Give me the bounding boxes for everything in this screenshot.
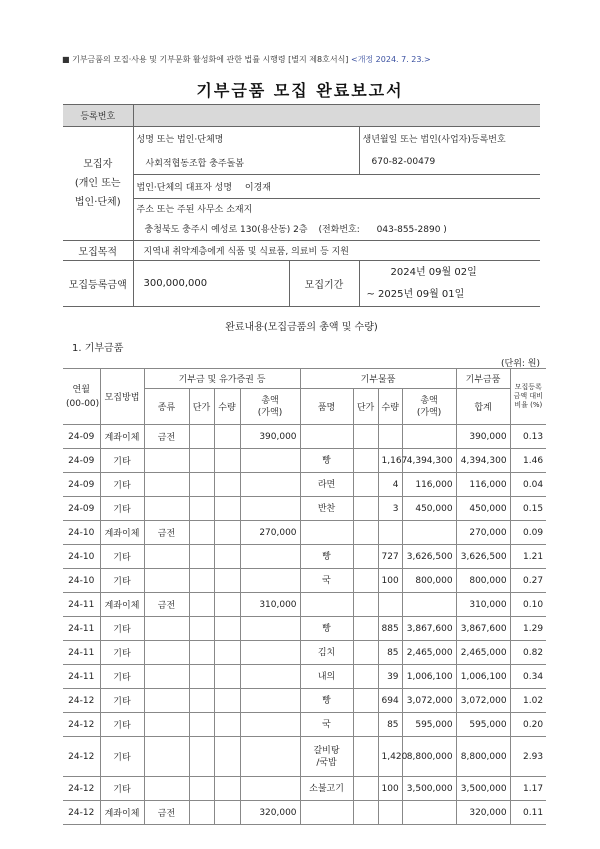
row-kind: 금전 <box>144 593 189 617</box>
row-cash-total <box>240 497 300 521</box>
row-sum: 3,867,600 <box>456 617 510 641</box>
row-sum: 310,000 <box>456 593 510 617</box>
row-goods-qty <box>378 801 402 825</box>
row-goods-qty: 694 <box>378 689 402 713</box>
row-qty <box>214 569 240 593</box>
row-goods-qty: 39 <box>378 665 402 689</box>
header-sum: 합계 <box>456 389 510 425</box>
row-goods-qty: 4 <box>378 473 402 497</box>
row-qty <box>214 665 240 689</box>
row-month: 24-09 <box>63 449 100 473</box>
row-goods-total <box>402 801 456 825</box>
collector-info-table <box>63 104 540 307</box>
header-month: 연월 (00-00) <box>63 369 100 425</box>
row-ratio: 0.13 <box>510 425 546 449</box>
row-qty <box>214 497 240 521</box>
row-item: 빵 <box>300 617 353 641</box>
row-unit-price <box>189 425 214 449</box>
row-item: 갈비탕 /국밥 <box>300 737 353 777</box>
name-label: 성명 또는 법인·단체명 <box>133 127 359 151</box>
row-goods-unit-price <box>353 569 378 593</box>
row-goods-qty: 727 <box>378 545 402 569</box>
row-sum: 116,000 <box>456 473 510 497</box>
row-kind: 금전 <box>144 801 189 825</box>
row-goods-unit-price <box>353 545 378 569</box>
table-row <box>63 473 546 497</box>
row-qty <box>214 593 240 617</box>
table-row <box>63 425 546 449</box>
row-unit-price <box>189 521 214 545</box>
row-goods-qty <box>378 593 402 617</box>
row-month: 24-10 <box>63 569 100 593</box>
row-cash-total <box>240 617 300 641</box>
row-ratio: 0.34 <box>510 665 546 689</box>
registered-amount-label: 모집등록금액 <box>63 261 133 307</box>
row-item <box>300 425 353 449</box>
row-goods-total: 3,500,000 <box>402 777 456 801</box>
row-goods-qty <box>378 425 402 449</box>
row-item: 국 <box>300 713 353 737</box>
revision-note: <개정 2024. 7. 23.> <box>350 55 431 64</box>
row-cash-total <box>240 569 300 593</box>
header-goods-total: 총액 (가액) <box>402 389 456 425</box>
row-goods-qty: 100 <box>378 777 402 801</box>
row-goods-unit-price <box>353 641 378 665</box>
table-row <box>63 801 546 825</box>
row-goods-total <box>402 521 456 545</box>
period-value <box>359 261 540 307</box>
period-label: 모집기간 <box>289 261 359 307</box>
representative-label: 법인·단체의 대표자 성명 <box>136 183 233 193</box>
address-value: 충청북도 충주시 예성로 130(용산동) 2층 <box>144 224 308 235</box>
table-row <box>63 545 546 569</box>
row-month: 24-11 <box>63 617 100 641</box>
row-ratio: 0.09 <box>510 521 546 545</box>
row-unit-price <box>189 689 214 713</box>
row-month: 24-12 <box>63 777 100 801</box>
row-goods-unit-price <box>353 617 378 641</box>
row-qty <box>214 737 240 777</box>
row-goods-unit-price <box>353 713 378 737</box>
row-qty <box>214 473 240 497</box>
row-goods-qty: 100 <box>378 569 402 593</box>
row-goods-total: 3,626,500 <box>402 545 456 569</box>
table-row <box>63 713 546 737</box>
row-unit-price <box>189 777 214 801</box>
row-goods-total: 116,000 <box>402 473 456 497</box>
legal-reference <box>62 54 431 65</box>
header-goods-qty: 수량 <box>378 389 402 425</box>
header-ratio: 모집등록금액 대비 비율 (%) <box>510 369 546 425</box>
row-ratio: 0.82 <box>510 641 546 665</box>
row-unit-price <box>189 713 214 737</box>
row-goods-unit-price <box>353 497 378 521</box>
header-cash-group: 기부금 및 유가증권 등 <box>144 369 300 389</box>
row-kind <box>144 473 189 497</box>
birth-or-reg-value: 670-82-00479 <box>359 151 540 175</box>
row-goods-unit-price <box>353 689 378 713</box>
row-kind: 금전 <box>144 425 189 449</box>
row-goods-total: 3,072,000 <box>402 689 456 713</box>
phone-label: (전화번호: <box>318 224 360 235</box>
row-goods-qty: 85 <box>378 713 402 737</box>
row-cash-total <box>240 449 300 473</box>
row-ratio: 0.15 <box>510 497 546 521</box>
row-goods-total: 450,000 <box>402 497 456 521</box>
row-unit-price <box>189 641 214 665</box>
row-cash-total: 270,000 <box>240 521 300 545</box>
row-qty <box>214 425 240 449</box>
representative-value: 이경재 <box>244 183 271 193</box>
unit-label: (단위: 원) <box>501 359 540 369</box>
row-method: 계좌이체 <box>100 425 144 449</box>
row-cash-total <box>240 641 300 665</box>
row-cash-total: 310,000 <box>240 593 300 617</box>
row-method: 기타 <box>100 665 144 689</box>
row-item: 반찬 <box>300 497 353 521</box>
row-method: 기타 <box>100 713 144 737</box>
row-sum: 390,000 <box>456 425 510 449</box>
phone-value: 043-855-2890 ) <box>376 224 447 235</box>
row-item: 소불고기 <box>300 777 353 801</box>
row-goods-unit-price <box>353 425 378 449</box>
row-item: 빵 <box>300 545 353 569</box>
registration-number-value <box>133 105 540 127</box>
row-method: 계좌이체 <box>100 593 144 617</box>
row-qty <box>214 545 240 569</box>
collector-label: 모집자 (개인 또는 법인·단체) <box>63 127 133 241</box>
row-qty <box>214 801 240 825</box>
row-month: 24-12 <box>63 737 100 777</box>
row-ratio: 0.27 <box>510 569 546 593</box>
row-ratio: 0.10 <box>510 593 546 617</box>
page-title: 기부금품 모집 완료보고서 <box>196 81 404 100</box>
row-cash-total: 390,000 <box>240 425 300 449</box>
row-unit-price <box>189 449 214 473</box>
row-kind <box>144 713 189 737</box>
row-month: 24-12 <box>63 689 100 713</box>
row-kind <box>144 617 189 641</box>
header-item: 품명 <box>300 389 353 425</box>
header-goods-group: 기부물품 <box>300 369 456 389</box>
registration-number-label: 등록번호 <box>63 105 133 127</box>
row-method: 기타 <box>100 737 144 777</box>
header-method: 모집방법 <box>100 369 144 425</box>
row-ratio: 0.04 <box>510 473 546 497</box>
representative-row <box>133 175 540 199</box>
purpose-label: 모집목적 <box>63 241 133 261</box>
row-goods-unit-price <box>353 521 378 545</box>
row-method: 기타 <box>100 545 144 569</box>
row-unit-price <box>189 545 214 569</box>
legal-note: ■ 기부금품의 모집·사용 및 기부문화 활성화에 관한 법률 시행령 [별지 제8호서식] <box>62 55 349 64</box>
row-item: 국 <box>300 569 353 593</box>
row-sum: 800,000 <box>456 569 510 593</box>
row-month: 24-12 <box>63 801 100 825</box>
donation-table <box>63 368 546 825</box>
row-method: 기타 <box>100 473 144 497</box>
table-row <box>63 777 546 801</box>
row-kind <box>144 449 189 473</box>
row-goods-total: 2,465,000 <box>402 641 456 665</box>
row-cash-total <box>240 689 300 713</box>
row-method: 기타 <box>100 777 144 801</box>
row-method: 계좌이체 <box>100 521 144 545</box>
registered-amount-value: 300,000,000 <box>133 261 289 307</box>
row-ratio: 0.20 <box>510 713 546 737</box>
row-unit-price <box>189 801 214 825</box>
row-qty <box>214 689 240 713</box>
row-unit-price <box>189 569 214 593</box>
table-row <box>63 497 546 521</box>
row-kind <box>144 737 189 777</box>
row-kind <box>144 569 189 593</box>
row-goods-unit-price <box>353 801 378 825</box>
row-goods-qty: 1,420 <box>378 737 402 777</box>
row-sum: 270,000 <box>456 521 510 545</box>
birth-or-reg-label: 생년월일 또는 법인(사업자)등록번호 <box>359 127 540 151</box>
row-kind <box>144 665 189 689</box>
row-method: 계좌이체 <box>100 801 144 825</box>
row-goods-total: 8,800,000 <box>402 737 456 777</box>
row-qty <box>214 449 240 473</box>
row-goods-total: 1,006,100 <box>402 665 456 689</box>
row-goods-unit-price <box>353 777 378 801</box>
row-goods-unit-price <box>353 473 378 497</box>
row-unit-price <box>189 665 214 689</box>
table-row <box>63 737 546 777</box>
table-row <box>63 665 546 689</box>
row-unit-price <box>189 617 214 641</box>
row-item <box>300 593 353 617</box>
completion-heading: 완료내용(모집금품의 총액 및 수량) <box>225 322 378 333</box>
table-row <box>63 689 546 713</box>
row-sum: 2,465,000 <box>456 641 510 665</box>
row-month: 24-12 <box>63 713 100 737</box>
purpose-value: 지역내 취약계층에게 식품 및 식료품, 의료비 등 지원 <box>133 241 540 261</box>
row-month: 24-10 <box>63 521 100 545</box>
row-cash-total <box>240 545 300 569</box>
row-kind <box>144 497 189 521</box>
row-ratio: 2.93 <box>510 737 546 777</box>
row-goods-total <box>402 593 456 617</box>
section-title: 1. 기부금품 <box>72 343 124 354</box>
row-month: 24-11 <box>63 593 100 617</box>
period-end: ~ 2025년 09월 01일 <box>366 288 465 300</box>
row-ratio: 1.29 <box>510 617 546 641</box>
row-sum: 4,394,300 <box>456 449 510 473</box>
header-donation-group: 기부금품 <box>456 369 510 389</box>
row-cash-total <box>240 737 300 777</box>
table-row <box>63 521 546 545</box>
row-qty <box>214 713 240 737</box>
row-goods-unit-price <box>353 449 378 473</box>
row-qty <box>214 641 240 665</box>
address-row <box>133 199 540 241</box>
table-row <box>63 641 546 665</box>
row-unit-price <box>189 497 214 521</box>
table-row <box>63 449 546 473</box>
table-row <box>63 569 546 593</box>
row-kind <box>144 641 189 665</box>
row-goods-qty <box>378 521 402 545</box>
row-month: 24-10 <box>63 545 100 569</box>
row-method: 기타 <box>100 449 144 473</box>
row-cash-total <box>240 777 300 801</box>
row-sum: 450,000 <box>456 497 510 521</box>
row-goods-unit-price <box>353 593 378 617</box>
row-month: 24-09 <box>63 425 100 449</box>
row-item <box>300 521 353 545</box>
row-sum: 3,072,000 <box>456 689 510 713</box>
row-kind <box>144 777 189 801</box>
row-goods-qty: 885 <box>378 617 402 641</box>
row-kind <box>144 689 189 713</box>
row-cash-total <box>240 665 300 689</box>
row-item: 빵 <box>300 449 353 473</box>
row-ratio: 1.46 <box>510 449 546 473</box>
row-goods-qty: 3 <box>378 497 402 521</box>
row-ratio: 1.17 <box>510 777 546 801</box>
row-sum: 595,000 <box>456 713 510 737</box>
row-item: 내의 <box>300 665 353 689</box>
row-ratio: 1.21 <box>510 545 546 569</box>
row-cash-total <box>240 473 300 497</box>
row-goods-total: 800,000 <box>402 569 456 593</box>
row-goods-qty: 85 <box>378 641 402 665</box>
row-unit-price <box>189 473 214 497</box>
row-month: 24-09 <box>63 473 100 497</box>
donation-rows <box>63 425 546 825</box>
row-sum: 320,000 <box>456 801 510 825</box>
row-unit-price <box>189 593 214 617</box>
row-qty <box>214 521 240 545</box>
row-goods-unit-price <box>353 665 378 689</box>
row-qty <box>214 617 240 641</box>
row-month: 24-11 <box>63 641 100 665</box>
header-kind: 종류 <box>144 389 189 425</box>
header-unit-price: 단가 <box>189 389 214 425</box>
row-sum: 8,800,000 <box>456 737 510 777</box>
name-value: 사회적협동조합 충주돌봄 <box>133 151 359 175</box>
row-item <box>300 801 353 825</box>
row-kind: 금전 <box>144 521 189 545</box>
row-sum: 3,500,000 <box>456 777 510 801</box>
row-goods-total: 4,394,300 <box>402 449 456 473</box>
row-month: 24-09 <box>63 497 100 521</box>
header-total: 총액 (가액) <box>240 389 300 425</box>
row-cash-total: 320,000 <box>240 801 300 825</box>
row-ratio: 1.02 <box>510 689 546 713</box>
row-ratio: 0.11 <box>510 801 546 825</box>
row-sum: 1,006,100 <box>456 665 510 689</box>
row-item: 라면 <box>300 473 353 497</box>
row-item: 김치 <box>300 641 353 665</box>
row-unit-price <box>189 737 214 777</box>
row-month: 24-11 <box>63 665 100 689</box>
row-qty <box>214 777 240 801</box>
row-goods-unit-price <box>353 737 378 777</box>
header-qty: 수량 <box>214 389 240 425</box>
row-goods-total: 3,867,600 <box>402 617 456 641</box>
row-method: 기타 <box>100 689 144 713</box>
period-start: 2024년 09월 02일 <box>390 266 477 278</box>
row-method: 기타 <box>100 569 144 593</box>
row-cash-total <box>240 713 300 737</box>
row-goods-qty: 1,167 <box>378 449 402 473</box>
row-goods-total: 595,000 <box>402 713 456 737</box>
table-row <box>63 617 546 641</box>
table-row <box>63 593 546 617</box>
row-sum: 3,626,500 <box>456 545 510 569</box>
address-label: 주소 또는 주된 사무소 소재지 <box>136 204 253 215</box>
row-item: 빵 <box>300 689 353 713</box>
header-goods-unit-price: 단가 <box>353 389 378 425</box>
row-kind <box>144 545 189 569</box>
row-method: 기타 <box>100 641 144 665</box>
row-method: 기타 <box>100 617 144 641</box>
row-goods-total <box>402 425 456 449</box>
row-method: 기타 <box>100 497 144 521</box>
